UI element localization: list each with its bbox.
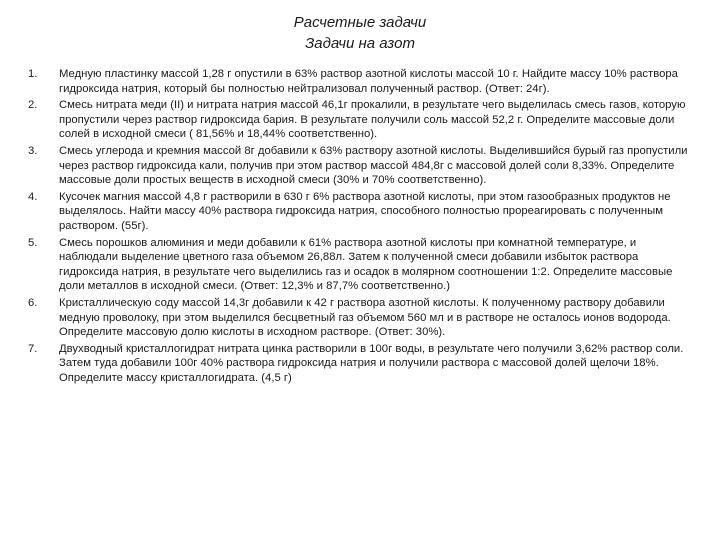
task-item-6 <box>28 296 698 340</box>
task-text: Медную пластинку массой 1,28 г опустили в 63% раствор азотной кислоты массой 10 г. Найдите массу 10% раствора гидроксида натрия, который бы полностью нейтрализовал полученный раствор. (Ответ: 24г). <box>59 68 678 95</box>
document-title: Расчетные задачи <box>293 14 427 31</box>
task-number: 3. <box>28 144 38 157</box>
task-number: 4. <box>28 190 38 203</box>
task-item-5 <box>28 236 698 294</box>
document-subtitle: Задачи на азот <box>305 35 415 52</box>
task-text: Двухводный кристаллогидрат нитрата цинка растворили в 100г воды, в результате чего получили 3,62% раствор соли. Затем туда добавили 100г 40% раствора гидроксида натрия и получили раствора с массовой долей щелочи 18%. Определите массу кристаллогидрата. (4,5 г) <box>59 342 684 384</box>
task-item-1 <box>28 67 698 96</box>
task-text: Кристаллическую соду массой 14,3г добавили к 42 г раствора азотной кислоты. К полученному раствору добавили медную проволоку, при этом выделился бесцветный газ объемом 560 мл и в растворе не осталось ионов водорода. Определите массовую долю кислоты в исходном растворе. (Ответ: 30%). <box>59 296 671 339</box>
task-number: 7. <box>28 342 38 355</box>
task-list <box>28 67 698 387</box>
task-item-7 <box>28 342 698 386</box>
task-item-3 <box>28 144 698 188</box>
document-header <box>0 12 720 54</box>
task-text: Смесь углерода и кремния массой 8г добавили к 63% раствору азотной кислоты. Выделившийся бурый газ пропустили через раствор гидроксида кали, получив при этом раствор массой 484,8г с массовой долей соли 8,33%. Определите массовые доли простых веществ в исходной смеси (30% и 70% соответственно). <box>59 144 688 187</box>
task-text: Кусочек магния массой 4,8 г растворили в 630 г 6% раствора азотной кислоты, при этом газообразных продуктов не выделялось. Найти массу 40% раствора гидроксида натрия, способного полностью прореагировать с полученным раствором. (55г). <box>59 190 671 232</box>
task-item-2 <box>28 98 698 142</box>
task-number: 6. <box>28 296 38 309</box>
task-number: 2. <box>28 99 38 112</box>
task-text: Смесь нитрата меди (II) и нитрата натрия массой 46,1г прокалили, в результате чего выделилась смесь газов, которую пропустили через раствор гидроксида бария. В результате получили соль массой 52,2 г. Определите массовые доли солей в исходной смеси ( 81,56% и 18,44% соответственно). <box>59 99 686 141</box>
task-item-4 <box>28 190 698 234</box>
task-number: 5. <box>28 236 38 249</box>
task-text: Смесь порошков алюминия и меди добавили к 61% раствора азотной кислоты при комнатной температуре, и наблюдали выделение цветного газа объемом 26,88л. Затем к полученной смеси добавили избыток раствора гидроксида натрия, в результате чего выделились газ и осадок в молярном соотношении 1:2. Определите массовые доли металлов в исходной смеси. (Ответ: 12,3% и 87,7% соответственно.) <box>59 236 673 293</box>
task-number: 1. <box>28 68 38 80</box>
